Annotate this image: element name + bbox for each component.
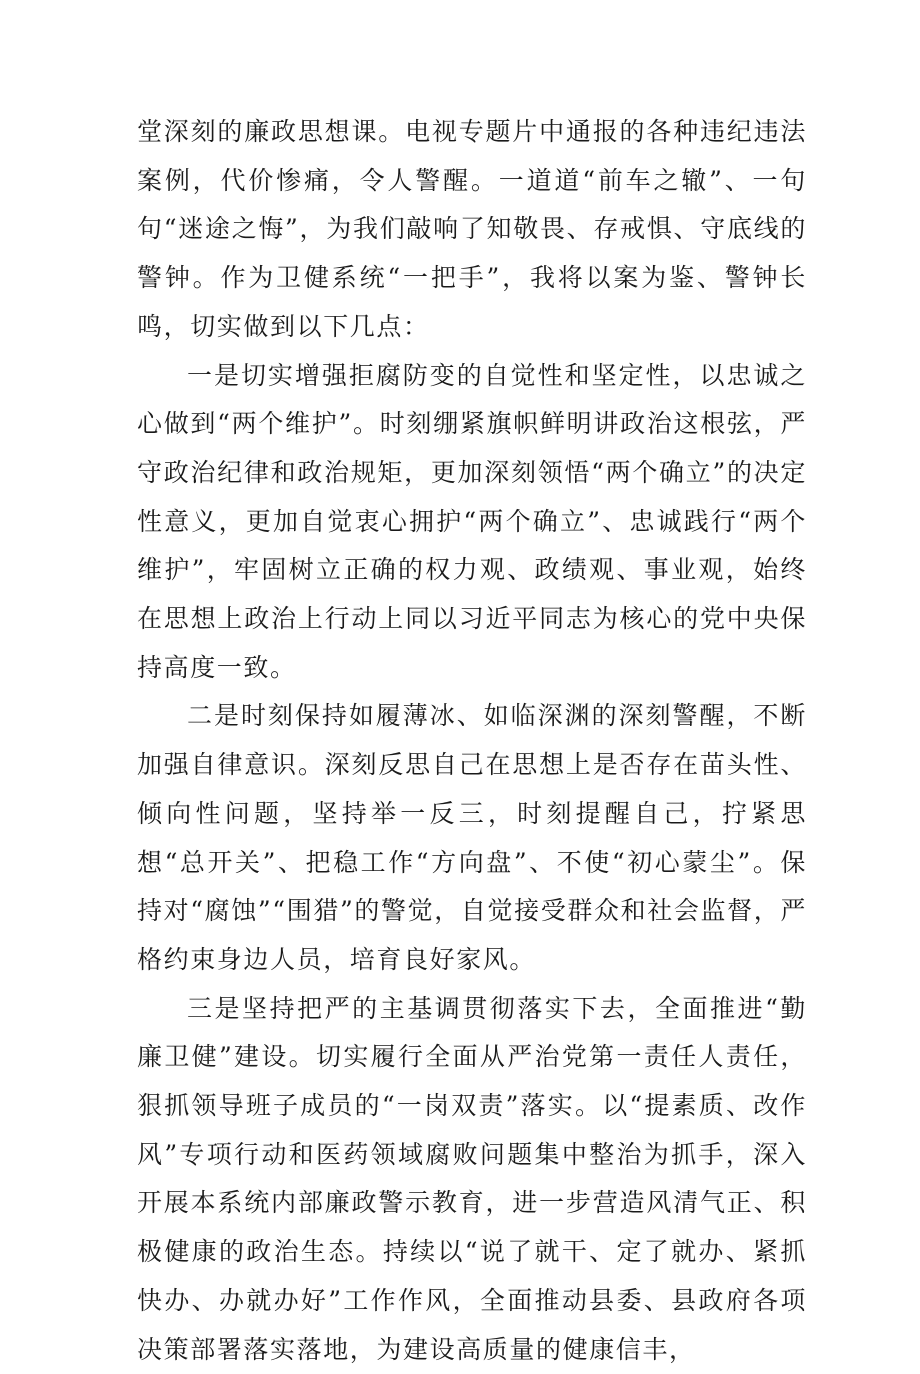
paragraph-point-three: 三是坚持把严的主基调贯彻落实下去，全面推进“勤廉卫健”建设。切实履行全面从严治党第一责任人责任，狠抓领导班子成员的“一岗双责”落实。以“提素质、改作风”专项行动和医药领域腐败问题集中整治为抓手，深入开展本系统内部廉政警示教育，进一步营造风清气正、积极健康的政治生态。持续以“说了就干、定了就办、紧抓快办、办就办好”工作作风，全面推动县委、县政府各项决策部署落实落地，为建设高质量的健康信丰， <box>137 993 807 1364</box>
paragraph-point-two: 二是时刻保持如履薄冰、如临深渊的深刻警醒，不断加强自律意识。深刻反思自己在思想上是否存在苗头性、倾向性问题，坚持举一反三，时刻提醒自己，拧紧思想“总开关”、把稳工作“方向盘”、不使“初心蒙尘”。保持对“腐蚀”“围猎”的警觉，自觉接受群众和社会监督，严格约束身边人员，培育良好家风。 <box>137 701 807 974</box>
paragraph-point-one: 一是切实增强拒腐防变的自觉性和坚定性，以忠诚之心做到“两个维护”。时刻绷紧旗帜鲜明讲政治这根弦，严守政治纪律和政治规矩，更加深刻领悟“两个确立”的决定性意义，更加自觉衷心拥护“两个确立”、忠诚践行“两个维护”，牢固树立正确的权力观、政绩观、事业观，始终在思想上政治上行动上同以习近平同志为核心的党中央保持高度一致。 <box>137 360 807 682</box>
paragraph-continuation: 堂深刻的廉政思想课。电视专题片中通报的各种违纪违法案例，代价惨痛，令人警醒。一道道“前车之辙”、一句句“迷途之悔”，为我们敲响了知敬畏、存戒惧、守底线的警钟。作为卫健系统“一把手”，我将以案为鉴、警钟长鸣，切实做到以下几点： <box>137 117 807 341</box>
document-body <box>137 108 807 1374</box>
